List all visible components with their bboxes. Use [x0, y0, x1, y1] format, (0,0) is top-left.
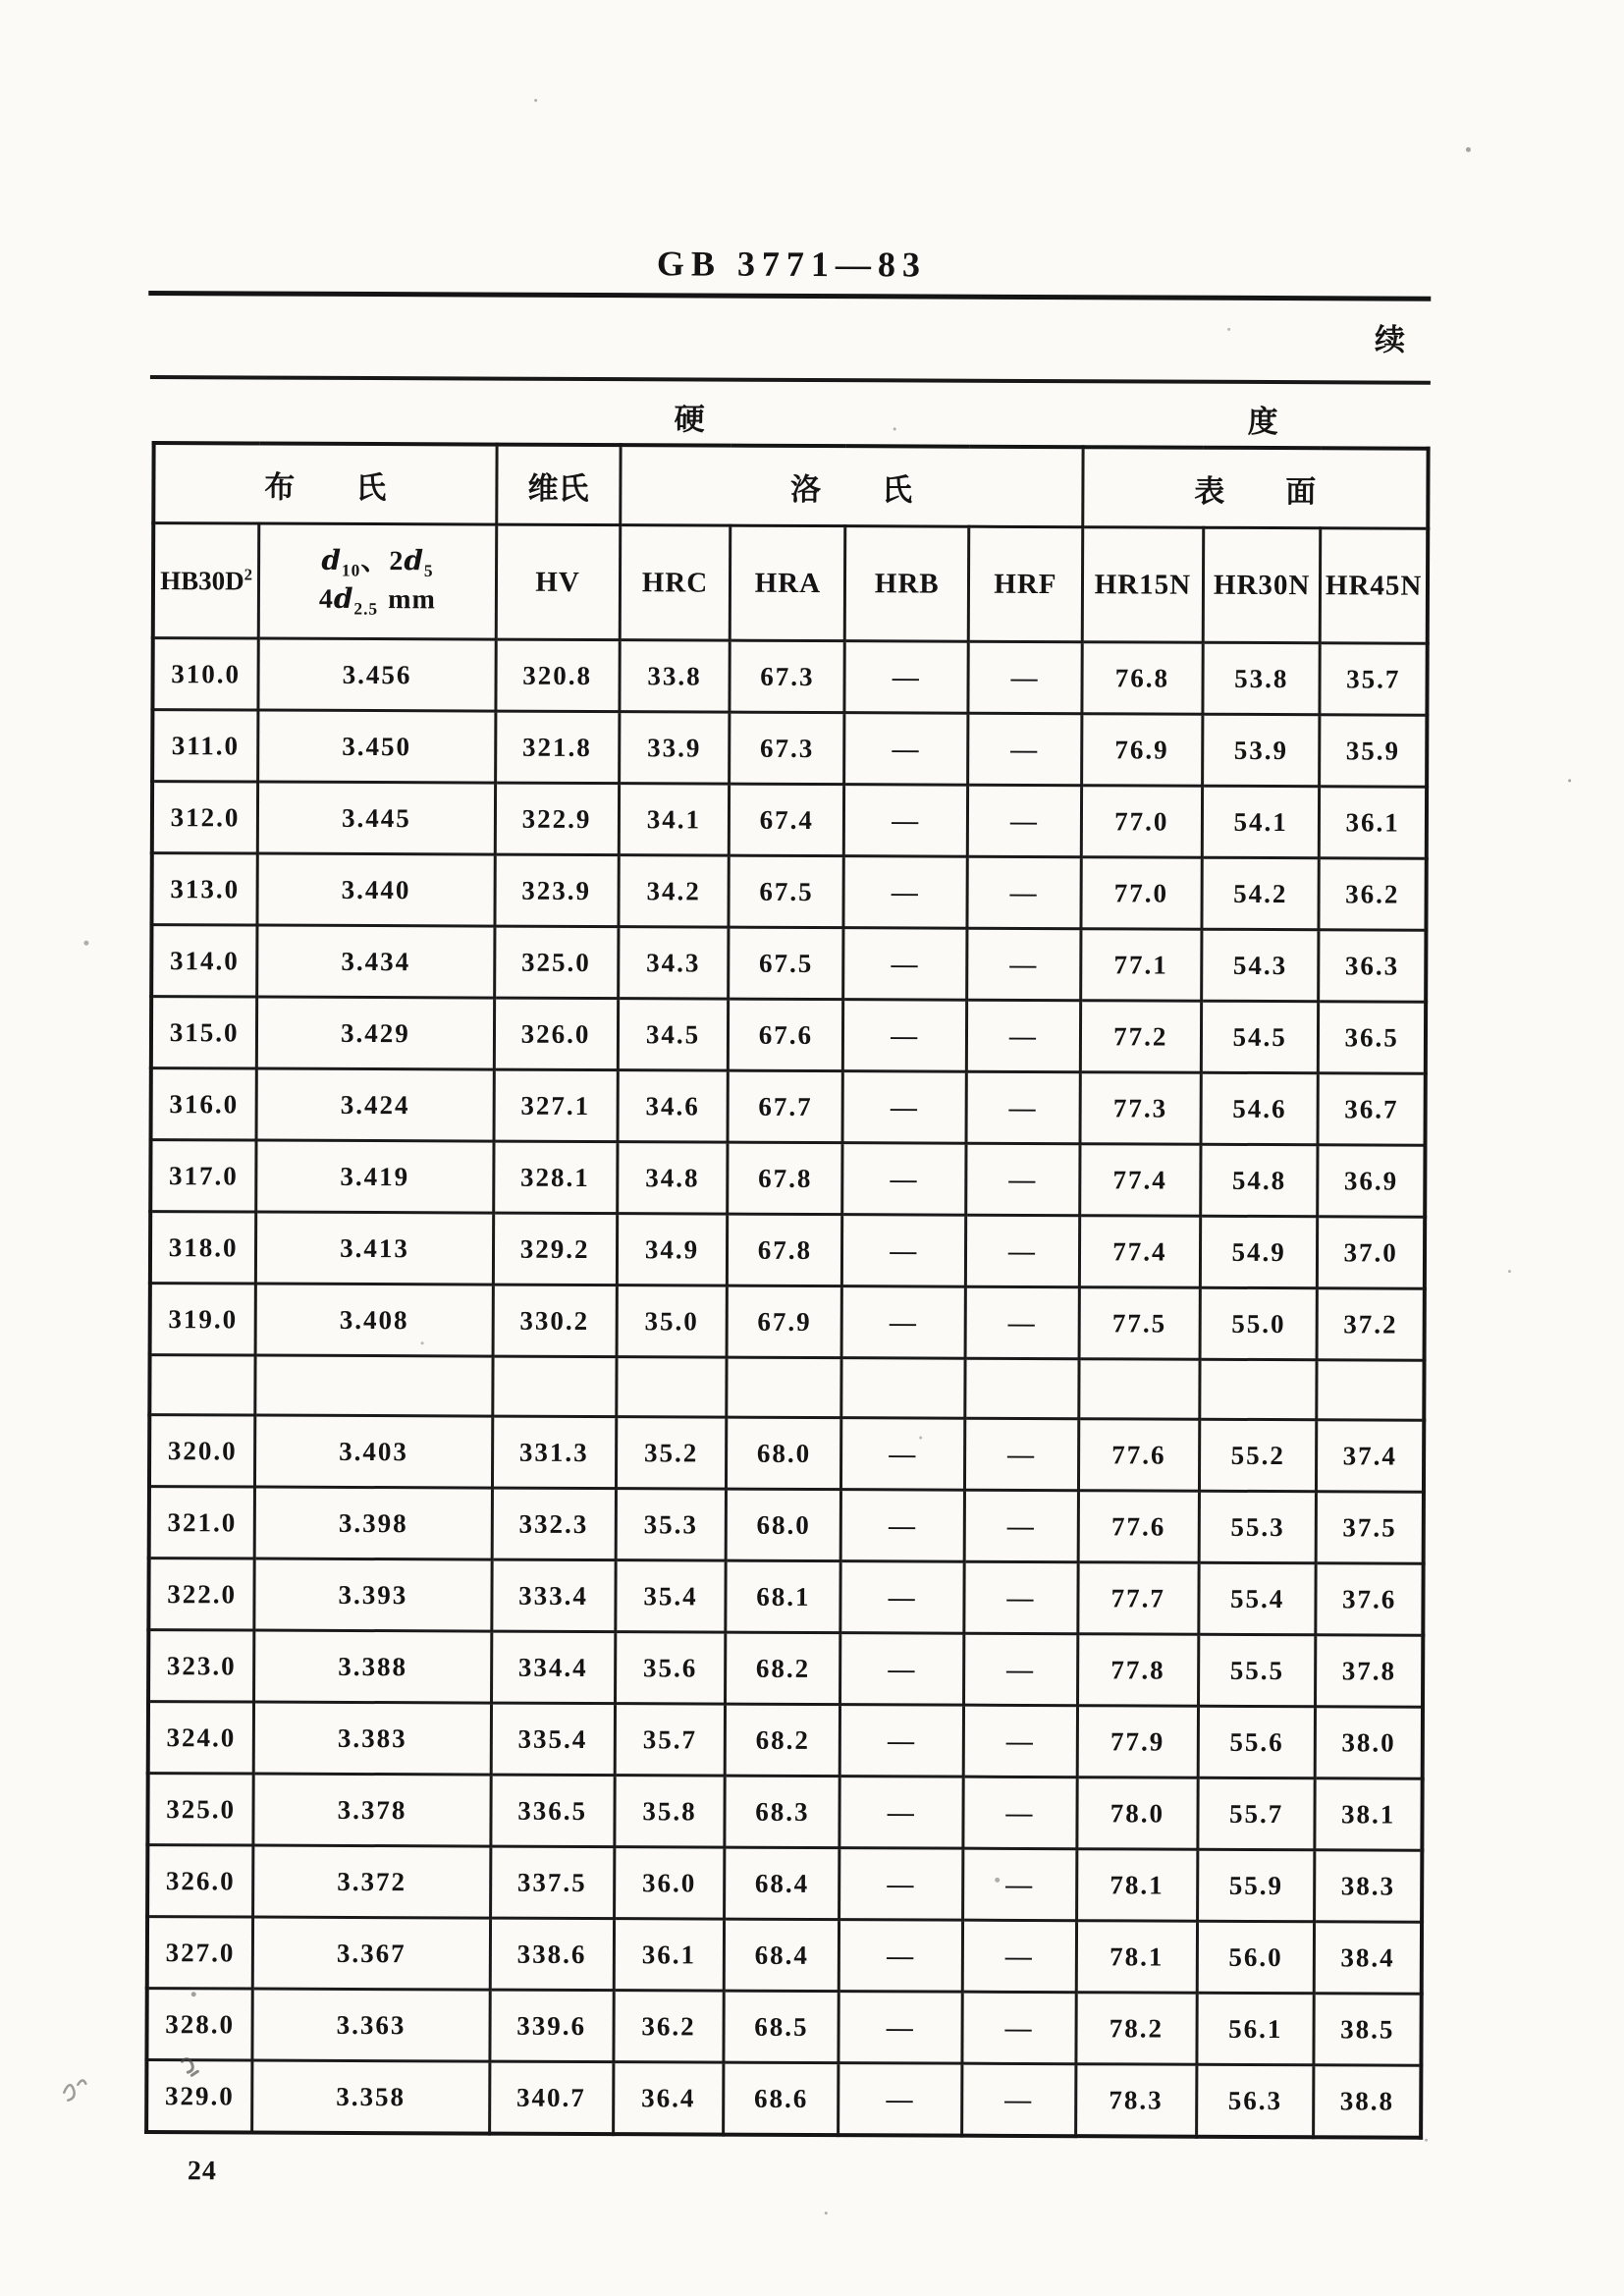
cell: 68.6 — [724, 2062, 839, 2135]
cell: 37.5 — [1317, 1492, 1424, 1563]
cell: 312.0 — [152, 782, 258, 853]
cell: 315.0 — [151, 997, 257, 1068]
cell: 67.3 — [730, 712, 844, 785]
cell: 35.7 — [1320, 643, 1427, 715]
d25-symbol: d — [333, 581, 354, 615]
cell: 324.0 — [148, 1702, 254, 1774]
cell: 54.2 — [1202, 857, 1320, 930]
column-header-hra: HRA — [731, 525, 845, 641]
standard-code-title: GB 3771—83 — [656, 244, 928, 285]
cell: 77.4 — [1079, 1144, 1201, 1217]
column-header-hrc: HRC — [620, 525, 731, 640]
d5-subscript: 5 — [423, 561, 434, 580]
continued-label: 续 — [1375, 322, 1406, 357]
cell: — — [962, 2063, 1076, 2136]
cell: 320.0 — [149, 1415, 255, 1487]
cell: 76.9 — [1081, 714, 1203, 787]
cell — [727, 1357, 841, 1418]
cell: 35.7 — [615, 1704, 726, 1776]
cell: 34.1 — [619, 784, 730, 855]
cell: 53.9 — [1203, 714, 1321, 787]
cell: — — [965, 1418, 1079, 1491]
cell: 329.0 — [146, 2060, 252, 2133]
cell: 77.8 — [1077, 1634, 1199, 1707]
cell: — — [968, 713, 1082, 786]
table-row — [151, 997, 1426, 1074]
column-header-row — [153, 523, 1428, 644]
cell: 36.1 — [1320, 787, 1427, 858]
cell: 323.0 — [148, 1630, 254, 1702]
table-row — [149, 1487, 1424, 1564]
cell: — — [844, 713, 968, 786]
cell: 36.4 — [613, 2062, 724, 2135]
hb-base: HB30D — [160, 566, 244, 596]
table-row — [151, 925, 1426, 1003]
cell: 3.383 — [253, 1702, 491, 1775]
cell: 334.4 — [491, 1631, 615, 1704]
cell: 336.5 — [491, 1775, 615, 1847]
hardness-superheader-left: 硬 — [674, 402, 705, 437]
cell: 77.7 — [1078, 1562, 1200, 1635]
cell: 310.0 — [152, 638, 258, 710]
cell: — — [842, 1071, 966, 1144]
cell: 68.2 — [726, 1632, 840, 1705]
cell: 36.9 — [1318, 1145, 1425, 1217]
cell: — — [844, 641, 968, 714]
cell: 78.1 — [1076, 1849, 1198, 1922]
cell: 68.4 — [725, 1919, 839, 1992]
cell: — — [964, 1561, 1078, 1634]
cell: 326.0 — [494, 998, 618, 1070]
cell: 34.2 — [619, 855, 730, 927]
cell: 3.445 — [258, 782, 496, 854]
table-row — [147, 1774, 1422, 1851]
cell: 77.0 — [1081, 857, 1203, 930]
hardness-conversion-table — [144, 441, 1431, 2140]
d25-subscript: 2.5 — [353, 599, 379, 619]
d5-coefficient: 2 — [389, 545, 405, 576]
cell: 78.2 — [1076, 1993, 1198, 2065]
cell — [1200, 1359, 1318, 1420]
cell: 35.2 — [616, 1417, 727, 1489]
cell: 54.1 — [1202, 786, 1320, 858]
cell: 78.1 — [1076, 1921, 1198, 1994]
cell: 67.5 — [729, 927, 843, 1000]
cell: 338.6 — [490, 1918, 614, 1991]
cell: 67.6 — [729, 999, 843, 1071]
table-row — [152, 710, 1427, 788]
cell: 67.4 — [730, 784, 844, 856]
cell: 37.2 — [1317, 1288, 1424, 1360]
cell: 3.434 — [257, 925, 495, 998]
cell: 3.424 — [256, 1068, 494, 1141]
column-header-hr15n: HR15N — [1082, 527, 1204, 643]
cell: — — [839, 1777, 963, 1849]
cell: — — [967, 928, 1081, 1001]
cell — [1317, 1360, 1424, 1420]
cell: 325.0 — [494, 926, 618, 999]
pencil-mark-artifact — [56, 2055, 203, 2115]
table-header — [153, 443, 1429, 643]
table-row — [148, 1630, 1423, 1708]
cell: 318.0 — [150, 1212, 256, 1284]
cell — [255, 1355, 493, 1416]
cell: 37.6 — [1316, 1563, 1423, 1635]
cell: 321.8 — [495, 711, 619, 784]
cell: 333.4 — [491, 1559, 615, 1632]
cell: 37.8 — [1316, 1635, 1423, 1707]
cell: 3.398 — [254, 1487, 492, 1559]
cell: 67.9 — [728, 1285, 842, 1358]
cell: 38.8 — [1314, 2065, 1421, 2138]
cell: 77.5 — [1079, 1287, 1201, 1360]
cell: 54.8 — [1201, 1144, 1319, 1217]
cell: 56.1 — [1197, 1993, 1315, 2065]
cell: 36.2 — [613, 1991, 724, 2062]
page-content — [143, 0, 1432, 2296]
cell: — — [841, 1286, 965, 1359]
table-row — [149, 1415, 1424, 1493]
cell: — — [839, 2063, 962, 2136]
cell: 78.0 — [1077, 1777, 1199, 1850]
cell: 319.0 — [150, 1284, 256, 1355]
cell: 317.0 — [150, 1140, 256, 1212]
page-number: 24 — [187, 2156, 218, 2187]
cell: — — [962, 1992, 1076, 2064]
column-header-hrf: HRF — [968, 526, 1082, 642]
scale-group-row — [153, 443, 1428, 528]
table-row — [151, 1068, 1426, 1146]
cell: 332.3 — [492, 1488, 616, 1560]
cell: 55.0 — [1200, 1287, 1318, 1360]
cell: 77.9 — [1077, 1706, 1199, 1778]
table-row — [148, 1702, 1423, 1779]
cell: 56.3 — [1197, 2064, 1315, 2137]
cell: 339.6 — [490, 1990, 614, 2062]
column-header-hv: HV — [496, 524, 620, 640]
cell: 55.5 — [1198, 1634, 1316, 1707]
cell: — — [839, 1992, 962, 2064]
cell: 36.3 — [1319, 930, 1426, 1002]
cell: 323.9 — [495, 854, 619, 927]
cell: 56.0 — [1197, 1921, 1315, 1994]
cell: 77.0 — [1081, 786, 1203, 858]
cell: 34.6 — [618, 1070, 729, 1142]
separator-comma: 、 — [360, 545, 390, 576]
cell: 35.4 — [615, 1560, 726, 1632]
cell: 55.7 — [1198, 1777, 1316, 1850]
second-rule — [150, 375, 1431, 385]
table-row — [149, 1355, 1424, 1421]
cell: 314.0 — [151, 925, 257, 997]
cell: 37.0 — [1318, 1217, 1425, 1288]
cell: 68.1 — [726, 1560, 840, 1633]
cell: 54.6 — [1201, 1072, 1319, 1145]
cell: 36.5 — [1319, 1002, 1426, 1073]
cell: 55.6 — [1198, 1706, 1316, 1778]
cell: 34.5 — [618, 999, 729, 1070]
cell: — — [966, 1071, 1080, 1144]
cell: 34.9 — [617, 1214, 728, 1285]
cell: 328.1 — [493, 1141, 617, 1214]
cell: 320.8 — [496, 639, 620, 712]
group-rockwell: 洛 氏 — [620, 445, 1082, 527]
diameter-header-line1 — [260, 542, 495, 581]
table-row — [150, 1284, 1425, 1361]
cell: 68.5 — [724, 1991, 839, 2063]
cell: 329.2 — [493, 1213, 617, 1285]
cell: 54.5 — [1201, 1001, 1319, 1073]
cell: 33.9 — [619, 712, 730, 784]
cell: 327.0 — [147, 1917, 253, 1989]
cell: — — [963, 1848, 1077, 1921]
cell: 3.378 — [253, 1774, 491, 1846]
cell: — — [839, 1705, 963, 1777]
cell: 328.0 — [146, 1989, 252, 2060]
cell: 67.5 — [729, 855, 843, 928]
table-row — [147, 1845, 1422, 1923]
cell: 3.429 — [257, 997, 495, 1069]
cell: 3.403 — [255, 1415, 493, 1488]
cell: 55.3 — [1199, 1491, 1317, 1563]
cell: 325.0 — [147, 1774, 253, 1845]
table-row — [146, 2060, 1421, 2138]
cell: — — [963, 1777, 1077, 1849]
cell: 35.6 — [615, 1632, 726, 1704]
cell: 55.9 — [1198, 1849, 1316, 1922]
cell: 68.0 — [727, 1489, 841, 1561]
diameter-header-line2 — [260, 581, 495, 621]
hb-superscript: 2 — [244, 565, 253, 584]
cell: 55.4 — [1199, 1562, 1317, 1635]
cell: 3.367 — [252, 1917, 490, 1990]
cell: 78.3 — [1075, 2064, 1197, 2137]
cell: 34.8 — [617, 1142, 728, 1214]
table-row — [151, 853, 1426, 931]
cell: — — [842, 1143, 966, 1216]
cell: 3.393 — [254, 1558, 492, 1631]
cell: 34.3 — [618, 927, 729, 999]
column-header-hr30n: HR30N — [1203, 527, 1321, 643]
cell: 36.1 — [614, 1919, 725, 1991]
cell: — — [841, 1418, 965, 1491]
table-row — [152, 638, 1427, 716]
cell: 38.3 — [1315, 1850, 1422, 1922]
cell: 311.0 — [152, 710, 258, 782]
group-brinell: 布 氏 — [153, 443, 497, 524]
cell: 77.6 — [1078, 1491, 1200, 1563]
cell: 38.1 — [1315, 1778, 1422, 1850]
cell: — — [843, 928, 967, 1001]
column-header-indent-diameter — [258, 523, 496, 639]
cell: — — [840, 1633, 964, 1706]
cell: 67.3 — [730, 640, 844, 713]
cell — [149, 1355, 255, 1415]
d10-subscript: 10 — [341, 561, 361, 580]
cell: 313.0 — [151, 853, 257, 925]
cell: 327.1 — [494, 1069, 618, 1142]
cell: 3.450 — [258, 710, 496, 783]
hardness-superheader-right: 度 — [1247, 404, 1278, 440]
cell: 322.0 — [148, 1558, 254, 1630]
cell: 3.358 — [252, 2060, 490, 2134]
cell: 3.456 — [258, 638, 496, 711]
cell: 337.5 — [490, 1846, 614, 1919]
cell: 53.8 — [1203, 642, 1321, 715]
cell: — — [963, 1705, 1077, 1777]
column-header-hb30d2 — [153, 523, 259, 638]
cell: 77.4 — [1079, 1216, 1201, 1288]
cell — [965, 1358, 1079, 1419]
table-row — [152, 782, 1427, 859]
mm-unit: mm — [388, 584, 436, 616]
cell: 77.1 — [1080, 929, 1202, 1002]
cell: — — [962, 1920, 1076, 1993]
cell: 38.5 — [1314, 1994, 1421, 2065]
cell: 77.6 — [1078, 1419, 1200, 1492]
cell: 54.3 — [1202, 929, 1320, 1002]
cell: 68.3 — [725, 1776, 839, 1848]
d5-symbol: d — [404, 543, 425, 576]
d10-symbol: d — [321, 543, 343, 576]
group-vickers: 维氏 — [496, 445, 620, 525]
cell: 35.8 — [614, 1776, 725, 1847]
cell: 55.2 — [1199, 1419, 1317, 1492]
top-rule — [148, 291, 1431, 301]
cell: 67.8 — [728, 1142, 842, 1215]
cell: — — [966, 1143, 1080, 1216]
cell: — — [840, 1490, 964, 1562]
cell: — — [842, 1215, 966, 1287]
cell: — — [968, 641, 1082, 714]
cell: 33.8 — [619, 640, 730, 712]
cell: 326.0 — [147, 1845, 253, 1917]
diameter-header — [260, 542, 495, 621]
cell: 316.0 — [151, 1068, 257, 1140]
cell: — — [967, 856, 1081, 929]
cell: 38.0 — [1316, 1707, 1423, 1778]
cell: 3.388 — [254, 1630, 492, 1703]
cell: 3.440 — [257, 853, 495, 926]
cell: 3.419 — [256, 1140, 494, 1213]
cell: 330.2 — [493, 1285, 617, 1357]
d25-coefficient: 4 — [318, 583, 334, 615]
cell: 67.7 — [728, 1070, 842, 1143]
column-header-hrb: HRB — [845, 526, 969, 642]
table-row — [147, 1917, 1422, 1995]
cell: — — [964, 1633, 1078, 1706]
cell: 68.0 — [727, 1417, 841, 1490]
group-surface: 表 面 — [1082, 447, 1428, 528]
cell: — — [844, 785, 968, 857]
cell: — — [843, 856, 967, 929]
cell: 3.413 — [256, 1212, 494, 1285]
cell: 35.0 — [617, 1285, 728, 1357]
cell: — — [839, 1920, 963, 1993]
cell: 77.3 — [1080, 1072, 1202, 1145]
cell: — — [839, 1848, 963, 1921]
cell: 37.4 — [1317, 1420, 1424, 1492]
cell: 340.7 — [489, 2061, 613, 2134]
table-row — [150, 1140, 1425, 1218]
cell: 38.4 — [1315, 1922, 1422, 1994]
cell — [616, 1357, 727, 1417]
cell: 36.2 — [1319, 858, 1426, 930]
cell: 335.4 — [491, 1703, 615, 1776]
cell: 3.372 — [253, 1845, 491, 1918]
cell: 68.4 — [725, 1847, 839, 1920]
cell: 35.9 — [1320, 715, 1427, 787]
cell: 36.0 — [614, 1847, 725, 1919]
cell: — — [965, 1286, 1079, 1359]
cell: 322.9 — [495, 783, 619, 855]
cell: 321.0 — [149, 1487, 255, 1558]
cell — [492, 1356, 616, 1417]
table-body — [146, 638, 1428, 2138]
cell: 54.9 — [1200, 1216, 1318, 1288]
cell: 3.363 — [252, 1989, 490, 2061]
table-row — [146, 1989, 1421, 2066]
cell: 77.2 — [1080, 1001, 1202, 1073]
cell: 67.8 — [728, 1214, 842, 1286]
cell: 35.3 — [616, 1489, 727, 1560]
cell: — — [967, 1000, 1081, 1072]
cell: — — [966, 1215, 1080, 1287]
cell: — — [843, 1000, 967, 1072]
cell — [841, 1358, 965, 1419]
cell: 76.8 — [1082, 642, 1204, 715]
cell — [1078, 1359, 1200, 1420]
table-row — [148, 1558, 1423, 1636]
column-header-hr45n: HR45N — [1321, 528, 1429, 643]
cell: — — [967, 785, 1081, 857]
table-row — [150, 1212, 1425, 1289]
cell: — — [840, 1561, 964, 1634]
cell: 68.2 — [726, 1704, 840, 1777]
cell: 3.408 — [255, 1284, 493, 1356]
cell: 36.7 — [1318, 1073, 1425, 1145]
cell: 331.3 — [492, 1416, 616, 1489]
cell: — — [964, 1490, 1078, 1562]
